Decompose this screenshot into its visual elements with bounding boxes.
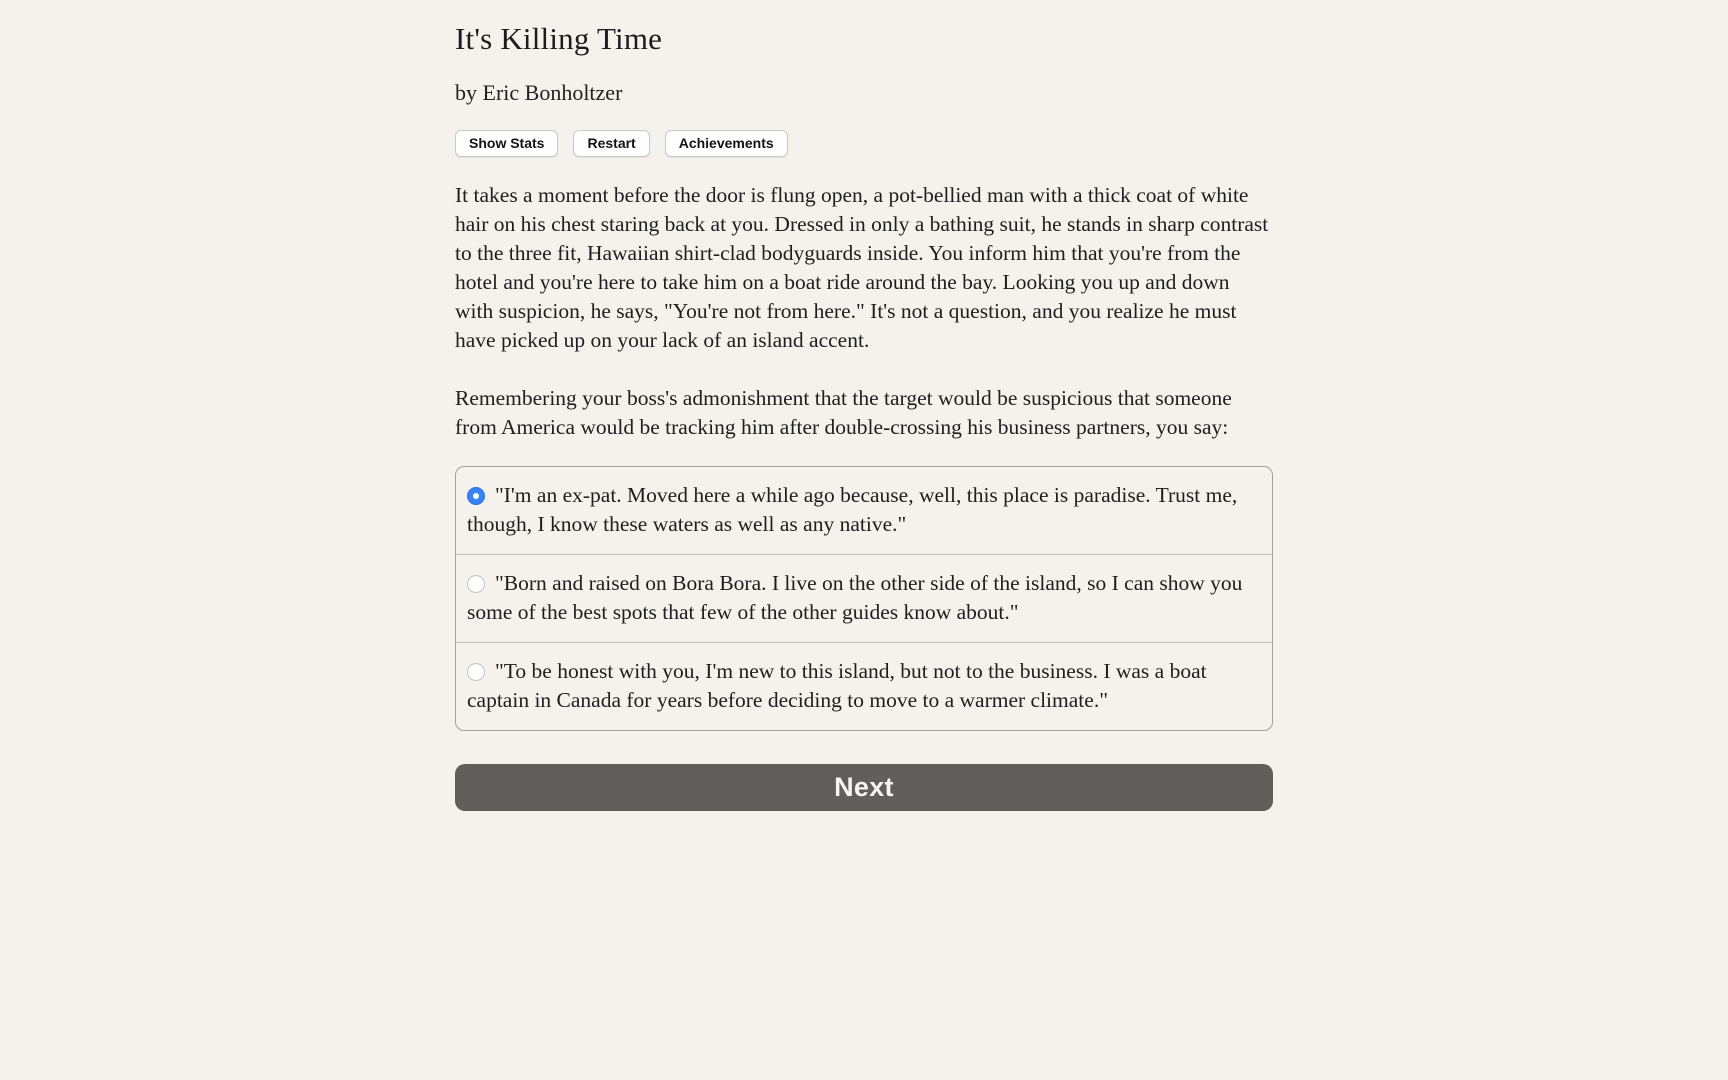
choice-option-2[interactable] — [456, 554, 1272, 642]
choice-option-1[interactable] — [456, 467, 1272, 554]
choice-option-label: "I'm an ex-pat. Moved here a while ago because, well, this place is paradise. Trust me, though, I know these waters as well as any native." — [467, 483, 1238, 536]
show-stats-button[interactable]: Show Stats — [455, 130, 558, 157]
story-paragraph: It takes a moment before the door is flung open, a pot-bellied man with a thick coat of white hair on his chest staring back at you. Dressed in only a bathing suit, he stands in sharp contrast to the three fit, Hawaiian shirt-clad bodyguards inside. You inform him that you're from the hotel and you're here to take him on a boat ride around the bay. Looking you up and down with suspicion, he says, "You're not from here." It's not a question, and you realize he must have picked up on your lack of an island accent. — [455, 183, 1269, 352]
story-column — [455, 0, 1273, 811]
story-text — [455, 181, 1273, 442]
radio-button-selected-icon[interactable] — [467, 487, 485, 505]
radio-button-icon[interactable] — [467, 575, 485, 593]
author-byline: by Eric Bonholtzer — [455, 80, 623, 105]
radio-button-icon[interactable] — [467, 663, 485, 681]
choice-option-label: "Born and raised on Bora Bora. I live on the other side of the island, so I can show you some of the best spots that few of the other guides know about." — [467, 571, 1243, 624]
toolbar — [455, 130, 1273, 157]
page-title: It's Killing Time — [455, 21, 663, 56]
story-paragraph: Remembering your boss's admonishment that the target would be suspicious that someone from America would be tracking him after double-crossing his business partners, you say: — [455, 386, 1232, 439]
next-button[interactable]: Next — [455, 764, 1273, 811]
choice-group — [455, 466, 1273, 731]
restart-button[interactable]: Restart — [573, 130, 649, 157]
choice-option-3[interactable] — [456, 642, 1272, 730]
choice-option-label: "To be honest with you, I'm new to this island, but not to the business. I was a boat captain in Canada for years before deciding to move to a warmer climate." — [467, 659, 1207, 712]
achievements-button[interactable]: Achievements — [665, 130, 788, 157]
